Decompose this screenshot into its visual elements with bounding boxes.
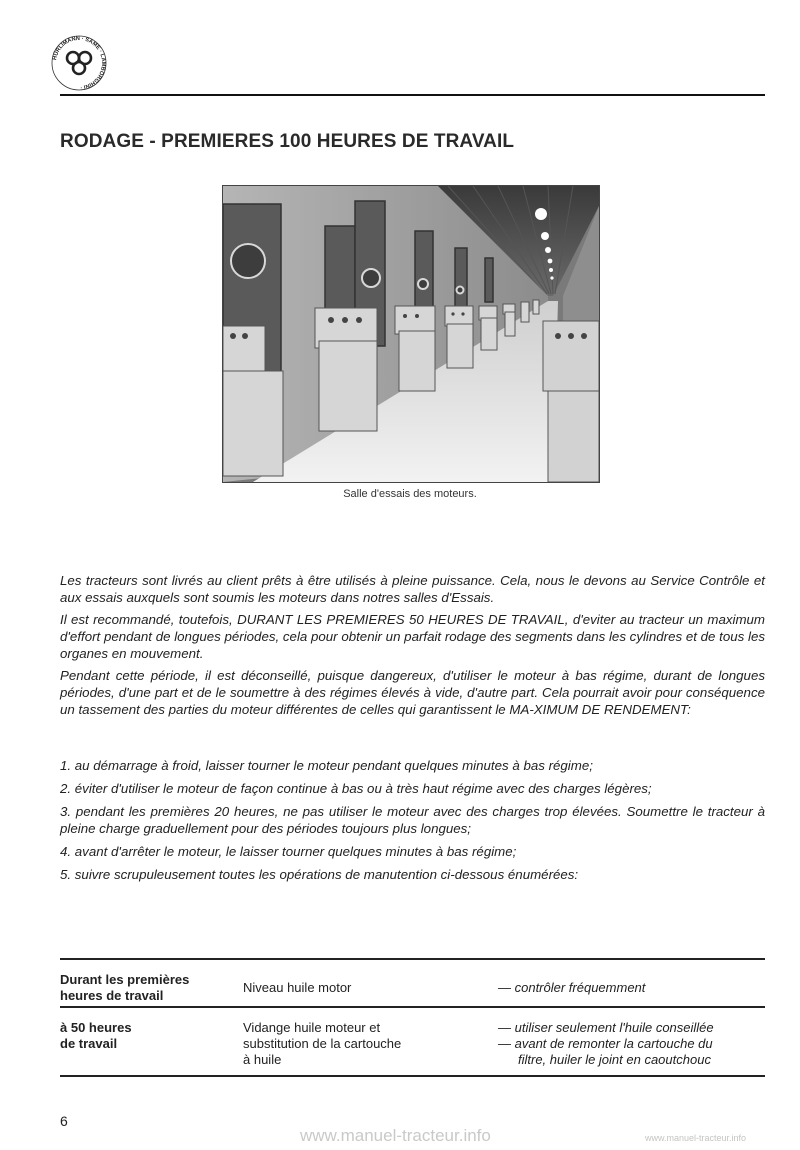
intro-text — [60, 572, 765, 723]
list-item: 5. suivre scrupuleusement toutes les opérations de manutention ci-dessous énumérées: — [60, 867, 579, 882]
brand-logo — [50, 34, 108, 92]
watermark-small: www.manuel-tracteur.info — [645, 1133, 747, 1143]
table-rule-middle — [60, 1006, 765, 1008]
intro-paragraph: Il est recommandé, toutefois, DURANT LES PREMIERES 50 HEURES DE TRAVAIL, d'eviter au tracteur un maximum d'effort pendant de longues périodes, cela pour obtenir un parfait rodage des segments dans les cylindres et de tous les organes en mouvement. — [60, 612, 765, 661]
table-cell-item: Niveau huile motor — [243, 980, 352, 995]
intro-paragraph: Les tracteurs sont livrés au client prêts à être utilisés à pleine puissance. Cela, nous le devons au Service Contrôle et aux essais auxquels sont soumis les moteurs dans notres salles d'Essais. — [60, 573, 765, 605]
photo-caption: Salle d'essais des moteurs. — [343, 488, 477, 500]
page-title: RODAGE - PREMIERES 100 HEURES DE TRAVAIL — [60, 131, 515, 152]
page-number: 6 — [60, 1113, 68, 1129]
header-rule — [60, 94, 765, 96]
list-item: 3. pendant les premières 20 heures, ne pas utiliser le moteur avec des charges trop élevées. Soumettre le tracteur à pleine charge graduellement pour des périodes toujours plus longues; — [60, 804, 765, 836]
table-cell-when: Durant les premières heures de travail — [60, 972, 190, 1003]
logo-text: HÜRLIMANN · SAME · LAMBORGHINI · — [52, 35, 107, 90]
table-rule-top — [60, 958, 765, 960]
list-item: 2. éviter d'utiliser le moteur de façon continue à bas ou à très haut régime avec des charges légères; — [60, 781, 652, 796]
engine-test-hall-photo — [222, 185, 600, 483]
table-rule-bottom — [60, 1075, 765, 1077]
table-cell-item: Vidange huile moteur et substitution de la cartouche à huile — [243, 1020, 402, 1067]
watermark: www.manuel-tracteur.info — [300, 1126, 491, 1145]
list-item: 1. au démarrage à froid, laisser tourner le moteur pendant quelques minutes à bas régime; — [60, 758, 593, 773]
sdf-group-logo-icon — [50, 34, 108, 92]
table-cell-when: à 50 heures de travail — [60, 1020, 132, 1051]
list-item: 4. avant d'arrêter le moteur, le laisser tourner quelques minutes à bas régime; — [60, 844, 517, 859]
break-in-steps-list — [60, 757, 765, 889]
intro-paragraph: Pendant cette période, il est déconseillé, puisque dangereux, d'utiliser le moteur à bas régime, durant de longues périodes, d'une part et de le soumettre à des régimes élevés à vide, d'autre part. Cela pourrait avoir pour conséquence un tassement des parties du moteur différentes de celles qui garantissent le MA-XIMUM DE RENDEMENT: — [60, 668, 765, 717]
table-cell-action: — contrôler fréquemment — [498, 980, 646, 995]
table-cell-action: — utiliser seulement l'huile conseillée — avant de remonter la cartouche du filtre, huiler le joint en caoutchouc — [498, 1020, 714, 1067]
